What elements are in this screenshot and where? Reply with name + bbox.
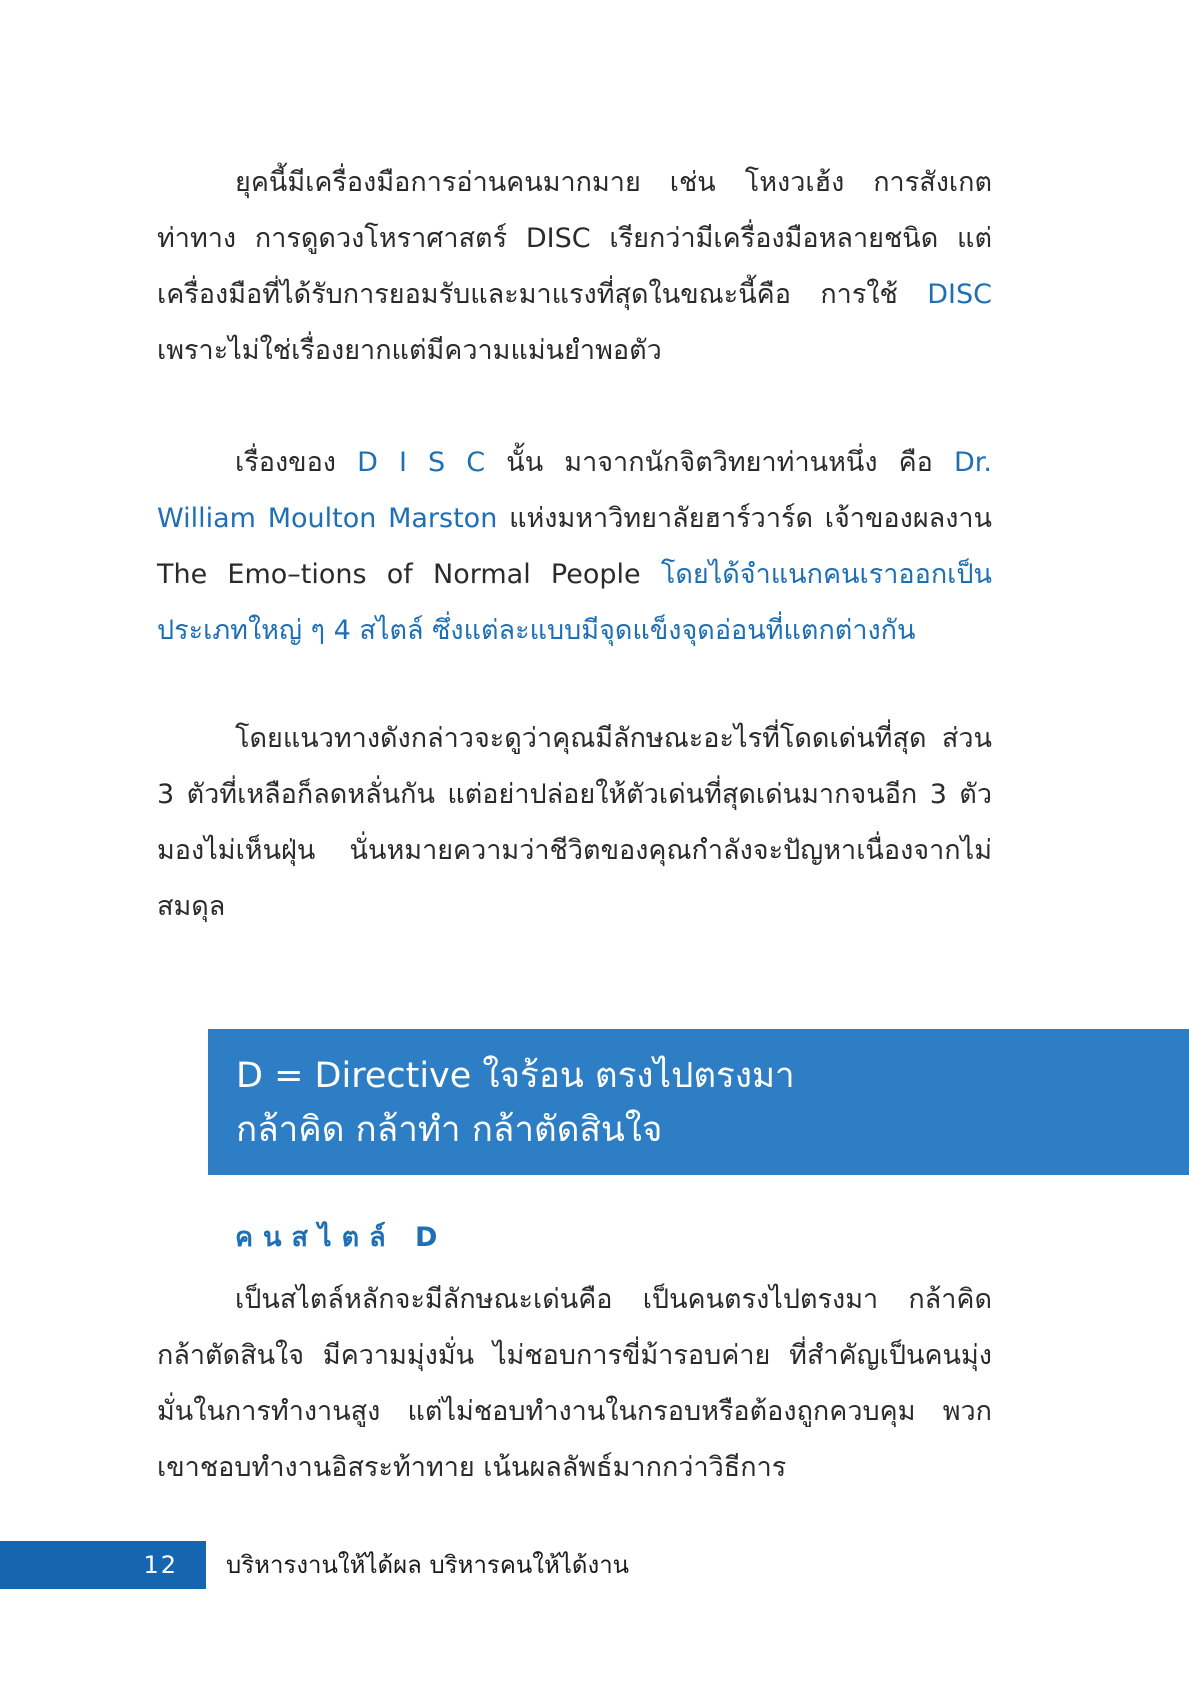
paragraph-style-d	[157, 1272, 992, 1496]
paragraph-style-d-text: เป็นสไตล์หลักจะมีลักษณะเด่นคือ เป็นคนตรงไปตรงมา กล้าคิด กล้าตัดสินใจ มีความมุ่งมั่น ไม่ชอบการขี่ม้ารอบค่าย ที่สำคัญเป็นคนมุ่งมั่นในการทำงานสูง แต่ไม่ชอบทำงานในกรอบหรือต้องถูกควบคุม พวกเขาชอบทำงานอิสระท้าทาย เน้นผลลัพธ์มากกว่าวิธีการ	[157, 1284, 992, 1483]
disc-term-spaced: D I S C	[357, 447, 486, 478]
page-number-block	[0, 1541, 206, 1589]
paragraph-intro-text-end: เพราะไม่ใช่เรื่องยากแต่มีความแม่นยำพอตัว	[157, 335, 662, 366]
paragraph-disc-origin-text-2: นั้น มาจากนักจิตวิทยาท่านหนึ่ง คือ	[485, 447, 954, 478]
page-number: 12	[143, 1551, 178, 1579]
disc-term: DISC	[927, 279, 992, 310]
paragraph-disc-origin	[157, 435, 992, 659]
paragraph-balance-text: โดยแนวทางดังกล่าวจะดูว่าคุณมีลักษณะอะไรที่โดดเด่นที่สุด ส่วน 3 ตัวที่เหลือก็ลดหลั่นกัน แต่อย่าปล่อยให้ตัวเด่นที่สุดเด่นมากจนอีก 3 ตัวมองไม่เห็นฝุ่น นั่นหมายความว่าชีวิตของคุณกำลังจะปัญหาเนื่องจากไม่สมดุล	[157, 723, 992, 922]
paragraph-disc-origin-text: เรื่องของ	[235, 447, 358, 478]
paragraph-disc-origin-text-3: แห่งมหาวิทยาลัยฮาร์วาร์ด เจ้าของผลงาน The Emo–tions of Normal People	[157, 503, 992, 590]
paragraph-intro	[157, 155, 992, 379]
style-d-banner	[208, 1029, 1189, 1175]
section-subheading: คนสไตล์ D	[235, 1222, 448, 1253]
paragraph-intro-text: ยุคนี้มีเครื่องมือการอ่านคนมากมาย เช่น โหงวเฮ้ง การสังเกตท่าทาง การดูดวงโหราศาสตร์ DISC เรียกว่ามีเครื่องมือหลายชนิด แต่เครื่องมือที่ได้รับการยอมรับและมาแรงที่สุดในขณะนี้คือ การใช้	[157, 167, 992, 310]
four-styles-highlight: โดยได้จำแนกคนเราออกเป็นประเภทใหญ่ ๆ 4 สไตล์ ซึ่งแต่ละแบบมีจุดแข็งจุดอ่อนที่แตกต่างกัน	[157, 559, 992, 646]
running-title: บริหารงานให้ได้ผล บริหารคนให้ได้งาน	[226, 1551, 630, 1579]
paragraph-balance	[157, 711, 992, 935]
banner-line-1: D = Directive ใจร้อน ตรงไปตรงมา	[236, 1056, 795, 1096]
author-name: Dr. William Moulton Marston	[157, 447, 992, 534]
banner-line-2: กล้าคิด กล้าทำ กล้าตัดสินใจ	[236, 1110, 663, 1150]
